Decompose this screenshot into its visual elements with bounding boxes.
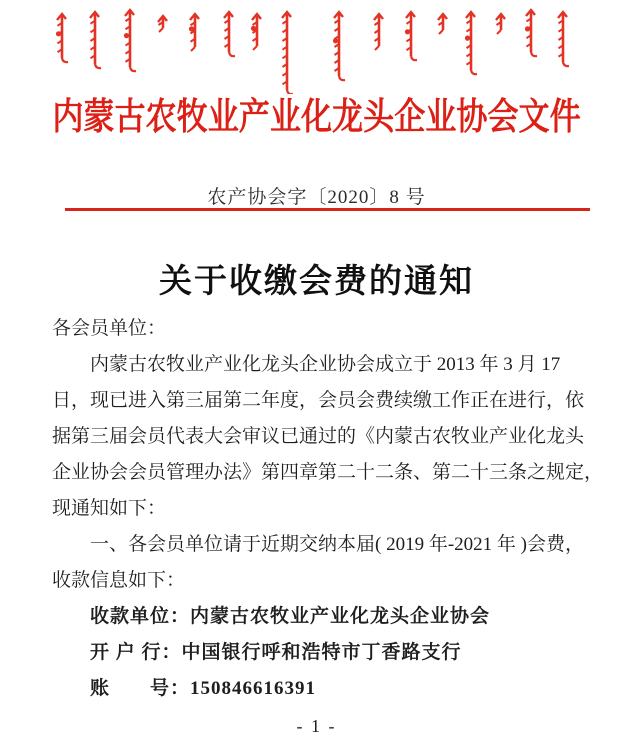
document-line: 账 号：150846616391 — [90, 678, 317, 699]
document-line: 企业协会会员管理办法》第四章第二十二条、第二十三条之规定， — [52, 462, 604, 483]
document-line: 现通知如下： — [52, 498, 167, 519]
mongolian-vertical-script-icon — [49, 8, 585, 94]
document-line: 一、各会员单位请于近期交纳本届( 2019 年-2021 年 )会费， — [90, 534, 584, 555]
document-line: 内蒙古农牧业产业化龙头企业协会成立于 2013 年 3 月 17 — [90, 354, 561, 375]
page-number: - 1 - — [296, 716, 337, 736]
document-line: 收款信息如下： — [52, 570, 186, 591]
document-number: 农产协会字〔2020〕8 号 — [207, 187, 426, 208]
document-line: 收款单位：内蒙古农牧业产业化龙头企业协会 — [90, 606, 491, 627]
notice-title: 关于收缴会费的通知 — [159, 264, 474, 300]
document-line: 据第三届会员代表大会审议已通过的《内蒙古农牧业产业化龙头 — [52, 426, 585, 447]
document-line: 开 户 行：中国银行呼和浩特市丁香路支行 — [90, 642, 462, 663]
document-line: 日，现已进入第三届第二年度，会员会费续缴工作正在进行，依 — [52, 390, 585, 411]
document-body — [52, 311, 602, 707]
letterhead-org-title: 内蒙古农牧业产业化龙头企业协会文件 — [52, 97, 581, 138]
letterhead-divider-rule — [65, 208, 590, 211]
document-line: 各会员单位： — [52, 318, 167, 339]
